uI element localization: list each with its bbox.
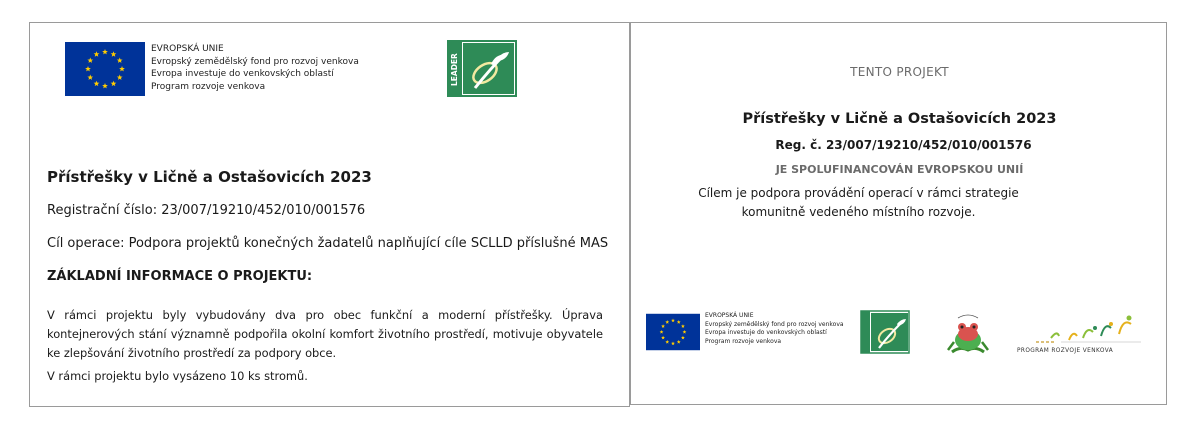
project-aim: Cílem je podpora provádění operací v rámci strategie komunitně vedeného místního rozvoje. xyxy=(698,186,1019,219)
basic-info-heading: ZÁKLADNÍ INFORMACE O PROJEKTU: xyxy=(47,269,313,284)
project-title: Přístřešky v Ličně a Ostašovicích 2023 xyxy=(742,111,1057,127)
eu-line: Program rozvoje venkova xyxy=(151,81,266,92)
right-cofinancing-panel xyxy=(630,22,1167,405)
trees-note: V rámci projektu bylo vysázeno 10 ks stromů. xyxy=(47,369,308,383)
eu-line: Program rozvoje venkova xyxy=(705,337,782,345)
operation-goal: Cíl operace: Podpora projektů konečných žadatelů naplňující cíle SCLLD příslušné MAS xyxy=(47,236,609,251)
eu-line: EVROPSKÁ UNIE xyxy=(705,312,754,319)
project-description: V rámci projektu byly vybudovány dva pro obec funkční a moderní přístřešky. Úprava kontejnerových stání významně podpořila okolní komfort životního prostředí, motivuje obyvatele ke zlepšování životního prostředí za podpory obce. xyxy=(47,308,603,360)
eu-line: Evropa investuje do venkovských oblastí xyxy=(151,69,334,79)
mas-frog-logo-icon xyxy=(944,312,992,358)
registration-number: Reg. č. 23/007/19210/452/010/001576 xyxy=(775,138,1032,152)
eu-flag-icon xyxy=(646,313,700,351)
leader-logo-icon xyxy=(860,310,910,354)
leader-logo-icon xyxy=(447,40,517,97)
project-label: TENTO PROJEKT xyxy=(850,65,949,79)
eu-line: EVROPSKÁ UNIE xyxy=(151,44,224,54)
eu-text-block xyxy=(151,43,359,93)
eu-line: Evropa investuje do venkovských oblastí xyxy=(705,329,827,336)
left-info-panel xyxy=(29,22,630,407)
cofinanced-statement: JE SPOLUFINANCOVÁN EVROPSKOU UNIÍ xyxy=(775,163,1024,176)
leader-word: LEADER xyxy=(450,53,459,86)
eu-line: Evropský zemědělský fond pro rozvoj venkova xyxy=(151,56,359,67)
eu-flag-icon xyxy=(65,42,145,96)
registration-number: Registrační číslo: 23/007/19210/452/010/001576 xyxy=(47,203,366,218)
project-title: Přístřešky v Ličně a Ostašovicích 2023 xyxy=(47,168,372,186)
eu-text-block xyxy=(705,312,844,346)
program-label: PROGRAM ROZVOJE VENKOVA xyxy=(1017,348,1114,354)
eu-line: Evropský zemědělský fond pro rozvoj venkova xyxy=(705,320,844,328)
